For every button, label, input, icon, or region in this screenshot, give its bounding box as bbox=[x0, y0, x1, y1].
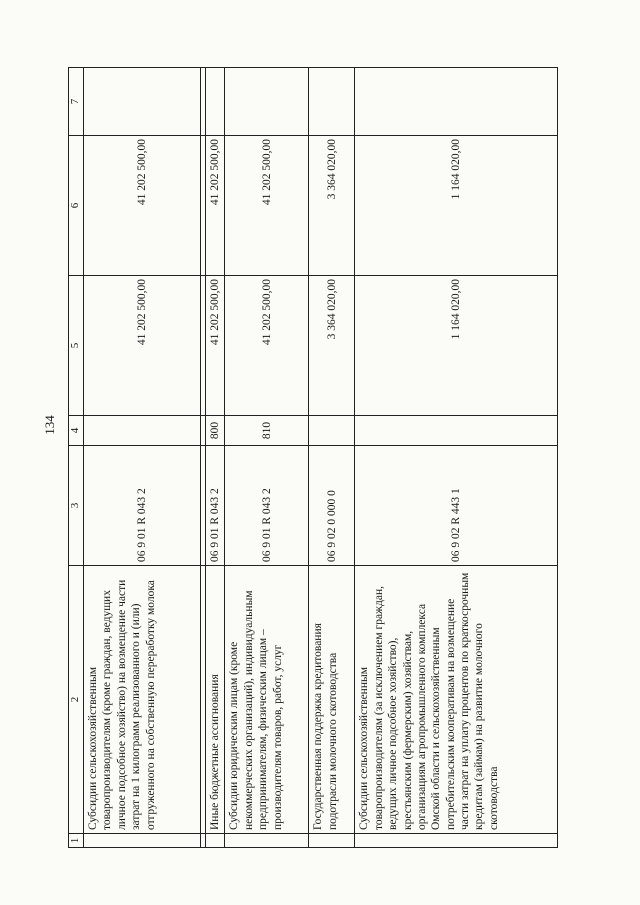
table-row bbox=[355, 68, 558, 848]
row-index-cell bbox=[309, 834, 355, 848]
row-sum-5: 41 202 500,00 bbox=[84, 276, 201, 416]
header-row bbox=[69, 68, 84, 848]
row-sum-6: 3 364 020,00 bbox=[309, 136, 355, 276]
budget-table bbox=[68, 67, 558, 848]
row-code: 06 9 02 0 000 0 bbox=[309, 446, 355, 566]
row-code: 06 9 01 R 043 2 bbox=[225, 446, 309, 566]
row-name: Государственная поддержка кредитования подотрасли молочного скотоводства bbox=[309, 566, 355, 834]
row-index-cell bbox=[225, 834, 309, 848]
row-code: 06 9 01 R 043 2 bbox=[206, 446, 225, 566]
row-index-cell bbox=[84, 834, 201, 848]
row-vr bbox=[309, 416, 355, 446]
header-col-5: 5 bbox=[69, 276, 84, 416]
header-col-6: 6 bbox=[69, 136, 84, 276]
row-code: 06 9 01 R 043 2 bbox=[84, 446, 201, 566]
table-row bbox=[309, 68, 355, 848]
row-sum-7 bbox=[309, 68, 355, 136]
row-vr: 800 bbox=[206, 416, 225, 446]
row-vr: 810 bbox=[225, 416, 309, 446]
row-name: Субсидии юридическим лицам (кроме некоммерческих организаций), индивидуальным предпринимателям, физическим лицам – производителям товаров, работ, услуг bbox=[225, 566, 309, 834]
row-name: Субсидии сельскохозяйственным товаропроизводителям (за исключением граждан, ведущих личное подсобное хозяйство), крестьянским (фермерским) хозяйствам, организациям агропромышленного комплекса Омской области и сельскохозяйственным потребительским кооперативам на возмещение части затрат на уплату процентов по краткосрочным кредитам (займам) на развитие молочного скотоводства bbox=[355, 566, 558, 834]
header-col-7: 7 bbox=[69, 68, 84, 136]
table-row bbox=[206, 68, 225, 848]
row-sum-5: 1 164 020,00 bbox=[355, 276, 558, 416]
budget-table-rotated bbox=[68, 68, 558, 848]
header-col-2: 2 bbox=[69, 566, 84, 834]
row-vr bbox=[355, 416, 558, 446]
row-sum-5: 41 202 500,00 bbox=[206, 276, 225, 416]
row-sum-7 bbox=[84, 68, 201, 136]
row-vr bbox=[84, 416, 201, 446]
table-row bbox=[225, 68, 309, 848]
row-sum-7 bbox=[225, 68, 309, 136]
row-sum-5: 41 202 500,00 bbox=[225, 276, 309, 416]
row-index-cell bbox=[355, 834, 558, 848]
row-sum-6: 41 202 500,00 bbox=[206, 136, 225, 276]
row-name: Субсидии сельскохозяйственным товаропроизводителям (кроме граждан, ведущих личное подсобное хозяйство) на возмещение части затрат на 1 килограмм реализованного и (или) отгруженного на собственную переработку молока bbox=[84, 566, 201, 834]
row-sum-6: 41 202 500,00 bbox=[225, 136, 309, 276]
row-sum-7 bbox=[355, 68, 558, 136]
header-col-3: 3 bbox=[69, 446, 84, 566]
row-sum-6: 41 202 500,00 bbox=[84, 136, 201, 276]
row-name: Иные бюджетные ассигнования bbox=[206, 566, 225, 834]
header-col-4: 4 bbox=[69, 416, 84, 446]
row-index-cell bbox=[206, 834, 225, 848]
row-code: 06 9 02 R 443 1 bbox=[355, 446, 558, 566]
row-sum-6: 1 164 020,00 bbox=[355, 136, 558, 276]
header-col-1: 1 bbox=[69, 834, 84, 848]
table-row bbox=[84, 68, 201, 848]
row-sum-7 bbox=[206, 68, 225, 136]
row-sum-5: 3 364 020,00 bbox=[309, 276, 355, 416]
page-number: 134 bbox=[42, 415, 57, 435]
